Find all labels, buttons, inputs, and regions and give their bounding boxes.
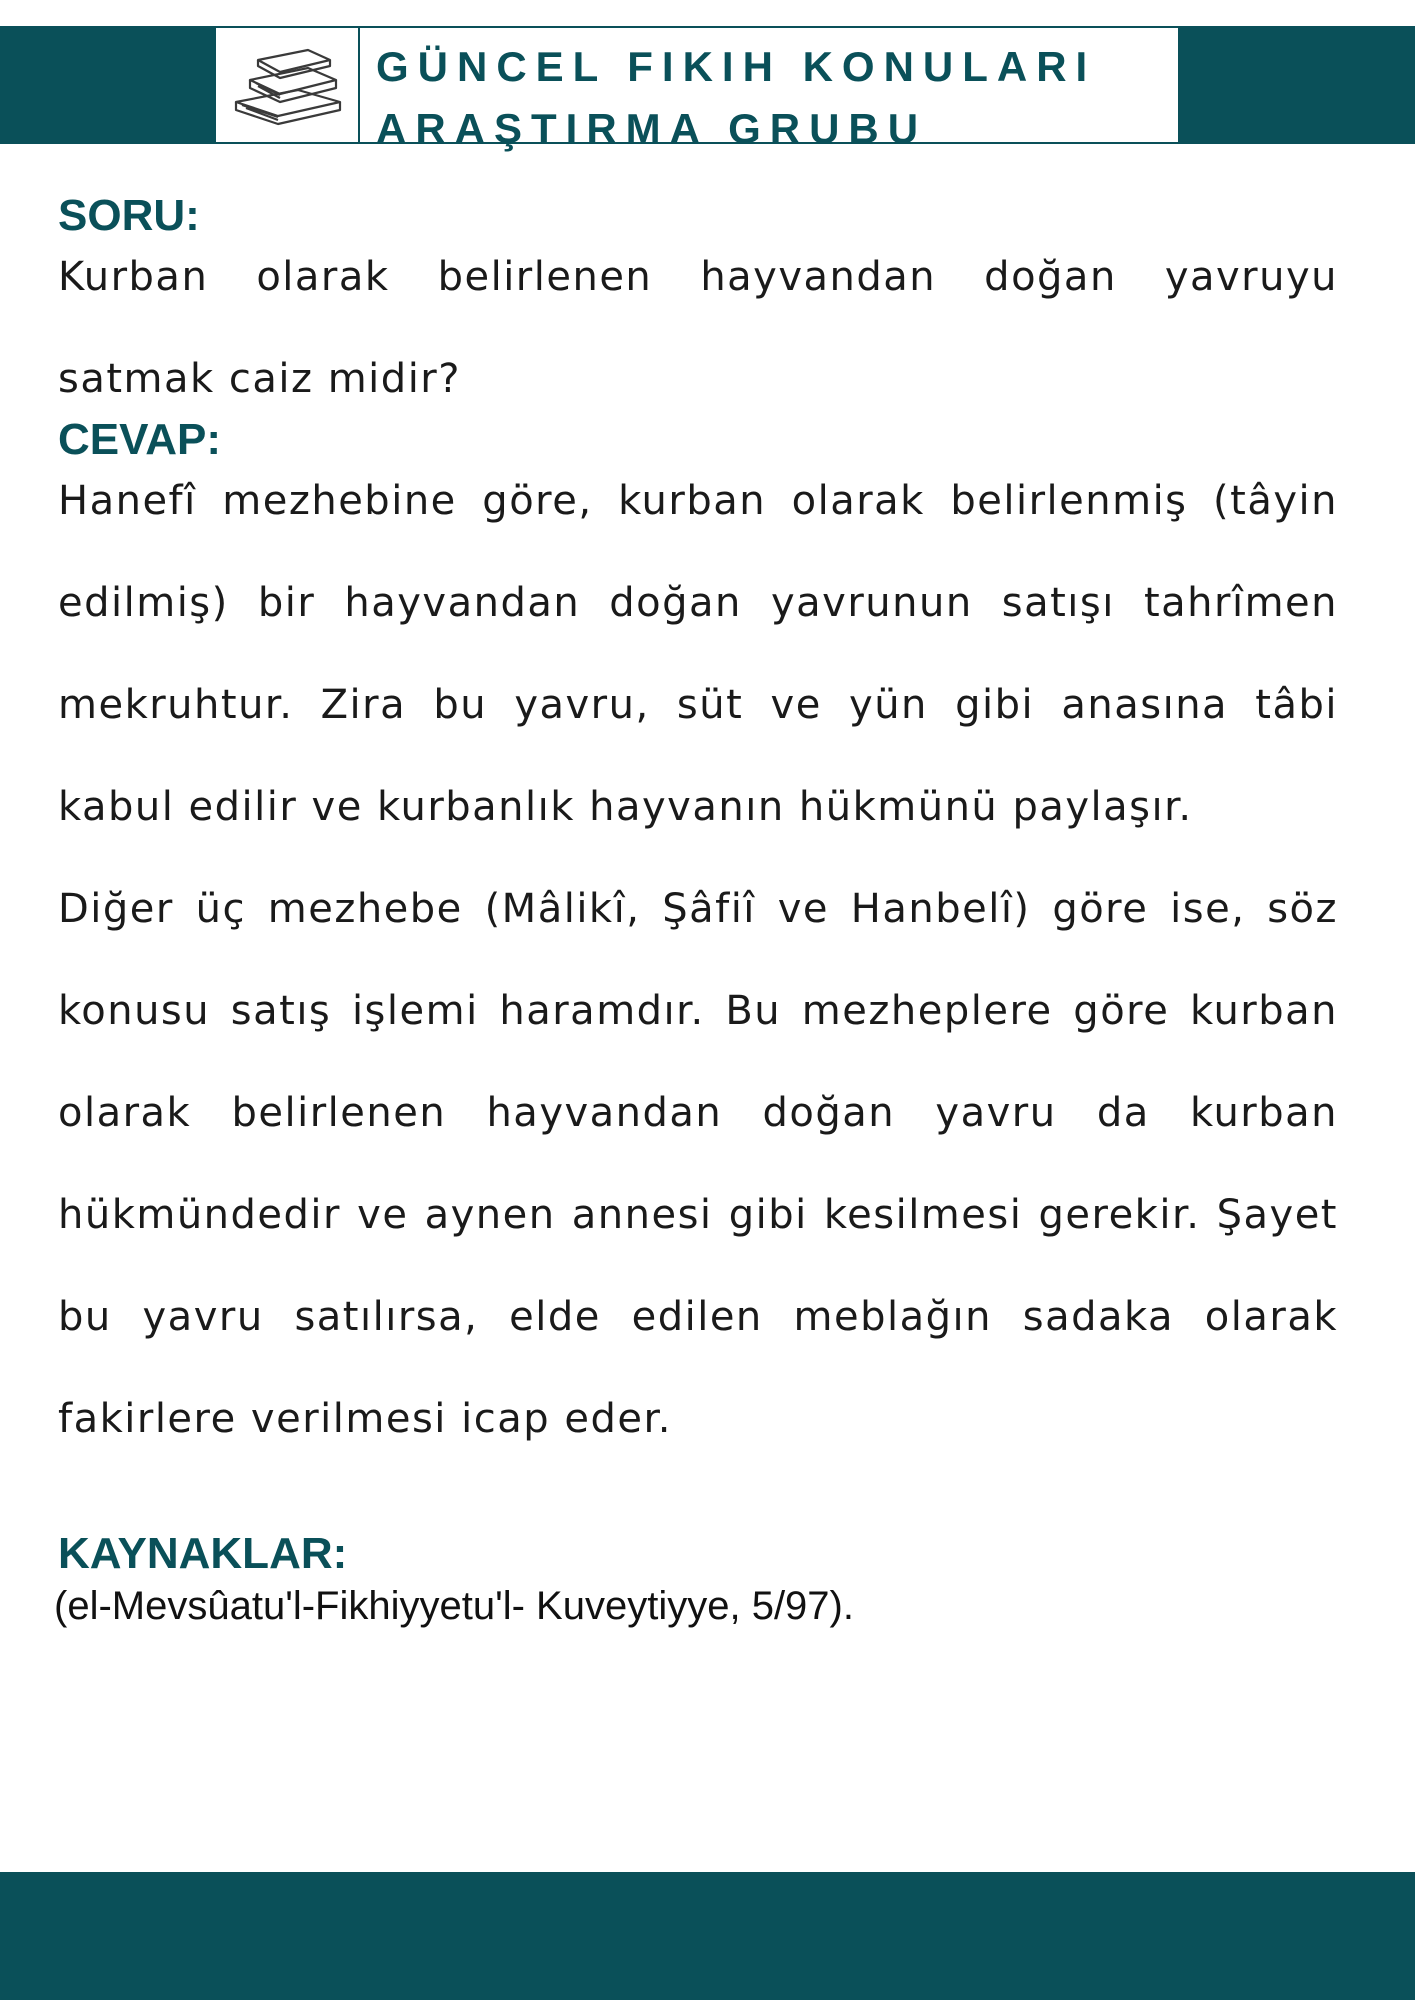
header-title-line2: ARAŞTIRMA GRUBU xyxy=(376,105,928,152)
footer-band xyxy=(0,1872,1415,2000)
header-box xyxy=(214,26,1180,152)
books-icon xyxy=(228,46,348,126)
question-heading: SORU: xyxy=(58,191,200,240)
answer-heading: CEVAP: xyxy=(58,415,221,464)
answer-paragraph-1: Hanefî mezhebine göre, kurban olarak belirlenmiş (tâyin edilmiş) bir hayvandan doğan yavrunun satışı tahrîmen mekruhtur. Zira bu yavru, süt ve yün gibi anasına tâbi kabul edilir ve kurbanlık hayvanın hükmünü paylaşır. xyxy=(58,478,1338,830)
header-title-line1: GÜNCEL FIKIH KONULARI xyxy=(376,43,1097,90)
answer-paragraph-2: Diğer üç mezhebe (Mâlikî, Şâfiî ve Hanbelî) göre ise, söz konusu satış işlemi haramdır. Bu mezheplere göre kurban olarak belirlenen hayvandan doğan yavru da kurban hükmündedir ve aynen annesi gibi kesilmesi gerekir. Şayet bu yavru satılırsa, elde edilen meblağın sadaka olarak fakirlere verilmesi icap eder. xyxy=(58,886,1338,1442)
logo xyxy=(216,28,360,142)
header-title xyxy=(376,36,1096,160)
sources-heading: KAYNAKLAR: xyxy=(58,1529,348,1578)
main-content xyxy=(54,190,1338,1632)
question-text: Kurban olarak belirlenen hayvandan doğan yavruyu satmak caiz midir? xyxy=(58,254,1338,402)
sources-text: (el-Mevsûatu'l-Fikhiyyetu'l- Kuveytiyye, 5/97). xyxy=(54,1584,854,1628)
